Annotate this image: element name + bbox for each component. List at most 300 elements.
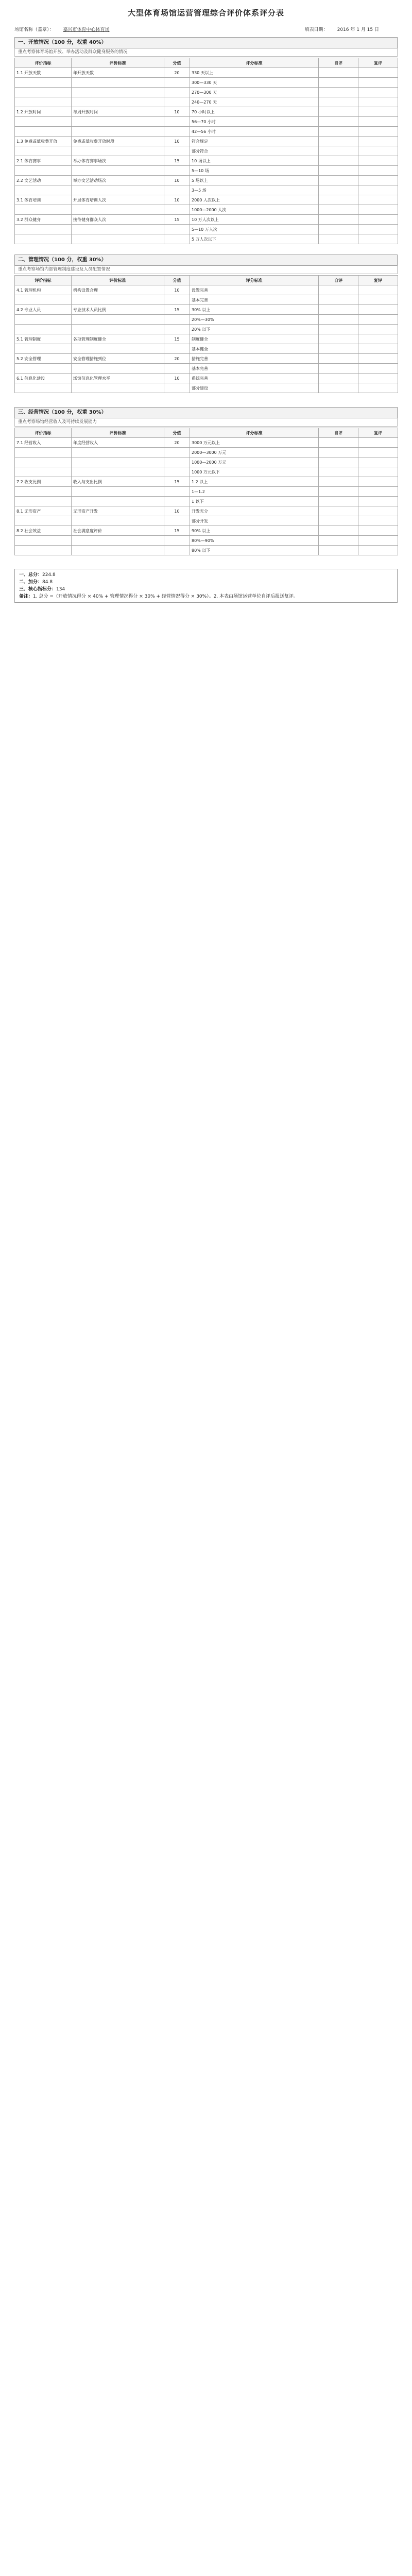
- table-cell: [72, 97, 164, 107]
- table-cell: [164, 325, 190, 334]
- table-cell: [164, 78, 190, 88]
- table-cell: [164, 315, 190, 325]
- document-title: 大型体育场馆运营管理综合评价体系评分表: [127, 8, 284, 18]
- table-cell: [72, 78, 164, 88]
- table-cell: 20: [164, 68, 190, 78]
- column-header: 分值: [164, 428, 190, 438]
- column-header: 评分标准: [190, 428, 319, 438]
- table-row: [15, 506, 398, 516]
- table-row: [15, 185, 398, 195]
- document-meta: [14, 26, 398, 32]
- table-cell: 2.2 文艺活动: [15, 176, 72, 185]
- table-cell: [164, 344, 190, 354]
- table-cell: [15, 487, 72, 497]
- table-cell: [72, 117, 164, 127]
- score-input-cell[interactable]: [319, 215, 358, 225]
- table-cell: [72, 205, 164, 215]
- score-input-cell[interactable]: [358, 117, 398, 127]
- table-cell: 10 万人次以上: [190, 215, 319, 225]
- score-table: [14, 428, 398, 555]
- score-input-cell[interactable]: [319, 127, 358, 137]
- score-input-cell[interactable]: [319, 146, 358, 156]
- table-row: [15, 205, 398, 215]
- table-row: [15, 88, 398, 97]
- table-cell: 机构设置合理: [72, 285, 164, 295]
- score-input-cell[interactable]: [358, 536, 398, 546]
- score-input-cell[interactable]: [319, 383, 358, 393]
- score-input-cell[interactable]: [319, 364, 358, 374]
- total-score-value: 224.8: [42, 572, 56, 578]
- table-cell: 20: [164, 354, 190, 364]
- table-row: [15, 546, 398, 555]
- table-cell: [15, 146, 72, 156]
- score-input-cell[interactable]: [358, 68, 398, 78]
- score-input-cell[interactable]: [358, 344, 398, 354]
- column-header: 评分标准: [190, 58, 319, 68]
- table-cell: 10: [164, 137, 190, 146]
- score-input-cell[interactable]: [358, 97, 398, 107]
- column-header: 复评: [358, 276, 398, 285]
- table-cell: 年开放天数: [72, 68, 164, 78]
- table-row: [15, 344, 398, 354]
- table-row: [15, 97, 398, 107]
- table-row: [15, 354, 398, 364]
- table-cell: [72, 127, 164, 137]
- table-cell: 7.2 收支比例: [15, 477, 72, 487]
- table-header-row: [15, 276, 398, 285]
- total-score-label: 一、总分：: [19, 572, 43, 578]
- remark-label: 备注：: [19, 594, 33, 599]
- score-input-cell[interactable]: [358, 374, 398, 383]
- table-row: [15, 117, 398, 127]
- table-cell: 15: [164, 305, 190, 315]
- score-input-cell[interactable]: [319, 285, 358, 295]
- table-cell: [15, 295, 72, 305]
- venue-label: 场馆名称（盖章）：: [14, 27, 54, 32]
- column-header: 评价标准: [72, 58, 164, 68]
- score-table: [14, 58, 398, 244]
- table-cell: 4.1 管理机构: [15, 285, 72, 295]
- table-row: [15, 516, 398, 526]
- score-input-cell[interactable]: [319, 448, 358, 457]
- column-header: 评价指标: [15, 276, 72, 285]
- column-header: 评价指标: [15, 58, 72, 68]
- table-cell: [72, 225, 164, 234]
- table-cell: 5 场以上: [190, 176, 319, 185]
- score-input-cell[interactable]: [358, 467, 398, 477]
- table-cell: [72, 467, 164, 477]
- table-cell: 制度健全: [190, 334, 319, 344]
- table-row: [15, 225, 398, 234]
- table-cell: [15, 516, 72, 526]
- table-cell: 15: [164, 526, 190, 536]
- score-input-cell[interactable]: [358, 487, 398, 497]
- score-input-cell[interactable]: [319, 225, 358, 234]
- score-input-cell[interactable]: [358, 457, 398, 467]
- score-input-cell[interactable]: [358, 315, 398, 325]
- table-cell: 2000 人次以上: [190, 195, 319, 205]
- table-cell: [164, 117, 190, 127]
- column-header: 自评: [319, 428, 358, 438]
- score-input-cell[interactable]: [319, 234, 358, 244]
- table-cell: [72, 185, 164, 195]
- table-row: [15, 78, 398, 88]
- table-cell: 社会满意度评价: [72, 526, 164, 536]
- table-cell: [72, 344, 164, 354]
- table-cell: 1.3 免费或低收费开放: [15, 137, 72, 146]
- score-input-cell[interactable]: [319, 156, 358, 166]
- table-cell: 1 以下: [190, 497, 319, 506]
- score-input-cell[interactable]: [358, 285, 398, 295]
- score-input-cell[interactable]: [319, 477, 358, 487]
- score-input-cell[interactable]: [319, 526, 358, 536]
- table-cell: 5 万人次以下: [190, 234, 319, 244]
- score-input-cell[interactable]: [319, 354, 358, 364]
- table-cell: [164, 497, 190, 506]
- score-input-cell[interactable]: [319, 457, 358, 467]
- table-row: [15, 467, 398, 477]
- column-header: 评价指标: [15, 428, 72, 438]
- table-cell: 1.1 开放天数: [15, 68, 72, 78]
- table-cell: [15, 448, 72, 457]
- score-input-cell[interactable]: [358, 176, 398, 185]
- table-cell: [164, 234, 190, 244]
- score-input-cell[interactable]: [319, 506, 358, 516]
- table-header-row: [15, 428, 398, 438]
- section-note: 重点考察场馆经营收入及可持续发展能力: [14, 418, 398, 427]
- table-row: [15, 448, 398, 457]
- table-cell: 收入与支出比例: [72, 477, 164, 487]
- score-input-cell[interactable]: [358, 225, 398, 234]
- table-cell: 部分开发: [190, 516, 319, 526]
- table-cell: 举办体育赛事场次: [72, 156, 164, 166]
- table-row: [15, 234, 398, 244]
- table-cell: [164, 467, 190, 477]
- bonus-score-value: 84.8: [42, 580, 53, 585]
- table-cell: 330 天以上: [190, 68, 319, 78]
- table-cell: [15, 88, 72, 97]
- score-input-cell[interactable]: [319, 497, 358, 506]
- score-input-cell[interactable]: [319, 88, 358, 97]
- score-input-cell[interactable]: [319, 374, 358, 383]
- score-input-cell[interactable]: [319, 185, 358, 195]
- table-cell: 240—270 天: [190, 97, 319, 107]
- table-cell: [72, 146, 164, 156]
- table-cell: 8.1 无形资产: [15, 506, 72, 516]
- score-input-cell[interactable]: [319, 295, 358, 305]
- table-row: [15, 526, 398, 536]
- score-input-cell[interactable]: [358, 295, 398, 305]
- column-header: 分值: [164, 58, 190, 68]
- table-cell: 4.2 专业人员: [15, 305, 72, 315]
- score-input-cell[interactable]: [319, 315, 358, 325]
- score-input-cell[interactable]: [358, 438, 398, 448]
- table-row: [15, 325, 398, 334]
- date-value: 2016 年 1 月 15 日: [337, 27, 379, 32]
- column-header: 自评: [319, 58, 358, 68]
- score-input-cell[interactable]: [319, 546, 358, 555]
- table-cell: 各项管理制度健全: [72, 334, 164, 344]
- score-input-cell[interactable]: [319, 97, 358, 107]
- table-cell: [164, 546, 190, 555]
- score-input-cell[interactable]: [319, 536, 358, 546]
- table-cell: [15, 78, 72, 88]
- score-input-cell[interactable]: [319, 305, 358, 315]
- score-input-cell[interactable]: [319, 205, 358, 215]
- table-row: [15, 156, 398, 166]
- table-cell: 30% 以上: [190, 305, 319, 315]
- table-row: [15, 127, 398, 137]
- table-row: [15, 364, 398, 374]
- score-input-cell[interactable]: [319, 344, 358, 354]
- table-cell: [15, 117, 72, 127]
- score-summary: [14, 569, 398, 603]
- score-input-cell[interactable]: [358, 448, 398, 457]
- table-row: [15, 334, 398, 344]
- table-cell: 部分建设: [190, 383, 319, 393]
- score-input-cell[interactable]: [358, 383, 398, 393]
- table-cell: 5.1 管理制度: [15, 334, 72, 344]
- score-input-cell[interactable]: [358, 156, 398, 166]
- score-input-cell[interactable]: [358, 516, 398, 526]
- table-row: [15, 166, 398, 176]
- score-input-cell[interactable]: [358, 477, 398, 487]
- date-label: 填表日期：: [304, 27, 328, 32]
- table-row: [15, 107, 398, 117]
- table-cell: 8.2 社会效益: [15, 526, 72, 536]
- score-input-cell[interactable]: [358, 195, 398, 205]
- table-cell: 10: [164, 195, 190, 205]
- table-cell: [72, 364, 164, 374]
- score-input-cell[interactable]: [358, 305, 398, 315]
- score-input-cell[interactable]: [358, 166, 398, 176]
- score-input-cell[interactable]: [358, 127, 398, 137]
- section-note: 重点考察体育场馆开放、举办活动及群众健身服务的情况: [14, 48, 398, 57]
- table-cell: 70 小时以上: [190, 107, 319, 117]
- table-cell: [15, 457, 72, 467]
- table-row: [15, 285, 398, 295]
- table-cell: 15: [164, 156, 190, 166]
- score-input-cell[interactable]: [319, 166, 358, 176]
- table-cell: 开发充分: [190, 506, 319, 516]
- table-cell: 3000 万元以上: [190, 438, 319, 448]
- table-cell: 1000 万元以下: [190, 467, 319, 477]
- table-row: [15, 195, 398, 205]
- table-cell: [164, 536, 190, 546]
- score-input-cell[interactable]: [319, 117, 358, 127]
- table-cell: [72, 448, 164, 457]
- column-header: 分值: [164, 276, 190, 285]
- score-input-cell[interactable]: [358, 107, 398, 117]
- table-row: [15, 457, 398, 467]
- table-row: [15, 68, 398, 78]
- table-cell: 1000—2000 万元: [190, 457, 319, 467]
- table-cell: 5—10 场: [190, 166, 319, 176]
- score-input-cell[interactable]: [358, 78, 398, 88]
- table-cell: 20%—30%: [190, 315, 319, 325]
- table-cell: 90% 以上: [190, 526, 319, 536]
- table-cell: [72, 295, 164, 305]
- score-input-cell[interactable]: [319, 68, 358, 78]
- column-header: 复评: [358, 58, 398, 68]
- score-input-cell[interactable]: [319, 176, 358, 185]
- score-input-cell[interactable]: [319, 195, 358, 205]
- table-cell: 15: [164, 334, 190, 344]
- table-cell: [164, 127, 190, 137]
- table-cell: [15, 97, 72, 107]
- table-cell: [164, 225, 190, 234]
- table-cell: 1.2 以上: [190, 477, 319, 487]
- table-cell: 15: [164, 477, 190, 487]
- table-cell: 300—330 天: [190, 78, 319, 88]
- bonus-score-label: 二、加分：: [19, 580, 43, 585]
- score-input-cell[interactable]: [358, 88, 398, 97]
- table-cell: [164, 448, 190, 457]
- column-header: 复评: [358, 428, 398, 438]
- table-cell: [72, 487, 164, 497]
- venue-value: 嘉兴市体育中心体育场: [63, 27, 110, 32]
- table-cell: [15, 325, 72, 334]
- table-cell: [72, 536, 164, 546]
- score-input-cell[interactable]: [358, 497, 398, 506]
- score-input-cell[interactable]: [319, 438, 358, 448]
- table-cell: [164, 516, 190, 526]
- table-row: [15, 137, 398, 146]
- table-row: [15, 487, 398, 497]
- table-cell: 10: [164, 374, 190, 383]
- score-input-cell[interactable]: [358, 546, 398, 555]
- table-cell: [15, 127, 72, 137]
- score-input-cell[interactable]: [358, 325, 398, 334]
- table-cell: [15, 315, 72, 325]
- score-input-cell[interactable]: [358, 137, 398, 146]
- table-cell: 系统完善: [190, 374, 319, 383]
- table-cell: 基本完善: [190, 364, 319, 374]
- core-score-label: 三、核心指标分：: [19, 587, 57, 592]
- table-cell: 2000—3000 万元: [190, 448, 319, 457]
- score-input-cell[interactable]: [358, 354, 398, 364]
- table-cell: 80% 以下: [190, 546, 319, 555]
- table-cell: 5—10 万人次: [190, 225, 319, 234]
- table-cell: 15: [164, 215, 190, 225]
- column-header: 评价标准: [72, 428, 164, 438]
- table-header-row: [15, 58, 398, 68]
- table-cell: 接待健身群众人次: [72, 215, 164, 225]
- column-header: 自评: [319, 276, 358, 285]
- table-cell: 无形资产开发: [72, 506, 164, 516]
- table-row: [15, 146, 398, 156]
- table-cell: 10: [164, 176, 190, 185]
- score-input-cell[interactable]: [319, 516, 358, 526]
- table-cell: [15, 364, 72, 374]
- table-row: [15, 176, 398, 185]
- table-cell: 部分符合: [190, 146, 319, 156]
- table-cell: 每周开放时间: [72, 107, 164, 117]
- column-header: 评分标准: [190, 276, 319, 285]
- table-cell: 场馆信息化管理水平: [72, 374, 164, 383]
- table-cell: 开展体育培训人次: [72, 195, 164, 205]
- table-row: [15, 438, 398, 448]
- score-input-cell[interactable]: [319, 467, 358, 477]
- table-cell: 56—70 小时: [190, 117, 319, 127]
- table-cell: [164, 146, 190, 156]
- table-cell: 3.2 群众健身: [15, 215, 72, 225]
- table-cell: 免费或低收费开放时段: [72, 137, 164, 146]
- table-cell: [72, 325, 164, 334]
- table-cell: 10: [164, 506, 190, 516]
- score-input-cell[interactable]: [358, 146, 398, 156]
- table-cell: [15, 205, 72, 215]
- table-cell: 3.1 体育培训: [15, 195, 72, 205]
- table-cell: 1—1.2: [190, 487, 319, 497]
- table-row: [15, 536, 398, 546]
- table-cell: 42—56 小时: [190, 127, 319, 137]
- table-cell: 80%—90%: [190, 536, 319, 546]
- table-cell: [15, 344, 72, 354]
- score-input-cell[interactable]: [358, 215, 398, 225]
- score-input-cell[interactable]: [358, 364, 398, 374]
- table-cell: [15, 546, 72, 555]
- table-cell: 20: [164, 438, 190, 448]
- table-cell: [164, 166, 190, 176]
- table-cell: [15, 225, 72, 234]
- table-cell: 符合规定: [190, 137, 319, 146]
- table-cell: [164, 364, 190, 374]
- score-input-cell[interactable]: [358, 205, 398, 215]
- column-header: 评价标准: [72, 276, 164, 285]
- table-cell: 1.2 开放时间: [15, 107, 72, 117]
- table-cell: [164, 205, 190, 215]
- table-row: [15, 383, 398, 393]
- table-cell: 措施完善: [190, 354, 319, 364]
- score-input-cell[interactable]: [319, 487, 358, 497]
- score-input-cell[interactable]: [358, 506, 398, 516]
- score-input-cell[interactable]: [319, 78, 358, 88]
- score-table: [14, 275, 398, 393]
- score-input-cell[interactable]: [358, 334, 398, 344]
- table-cell: 270—300 天: [190, 88, 319, 97]
- score-input-cell[interactable]: [319, 325, 358, 334]
- table-cell: [72, 383, 164, 393]
- table-cell: [164, 457, 190, 467]
- section-note: 重点考察场馆内部管理制度建设及人员配置情况: [14, 266, 398, 274]
- table-cell: 7.1 经营收入: [15, 438, 72, 448]
- score-input-cell[interactable]: [358, 526, 398, 536]
- table-cell: [15, 185, 72, 195]
- table-cell: 安全管理措施到位: [72, 354, 164, 364]
- table-cell: 10 场以上: [190, 156, 319, 166]
- score-input-cell[interactable]: [319, 137, 358, 146]
- table-cell: 3—5 场: [190, 185, 319, 195]
- table-cell: 基本完善: [190, 295, 319, 305]
- table-row: [15, 497, 398, 506]
- score-input-cell[interactable]: [358, 185, 398, 195]
- section-title: 一、开放情况（100 分，权重 40%）: [14, 37, 398, 48]
- table-cell: [72, 546, 164, 555]
- table-cell: 基本健全: [190, 344, 319, 354]
- score-input-cell[interactable]: [319, 334, 358, 344]
- table-cell: [72, 516, 164, 526]
- table-cell: [164, 88, 190, 97]
- table-cell: [15, 234, 72, 244]
- table-cell: [72, 457, 164, 467]
- table-cell: [15, 467, 72, 477]
- table-row: [15, 477, 398, 487]
- score-input-cell[interactable]: [358, 234, 398, 244]
- table-cell: [72, 166, 164, 176]
- score-input-cell[interactable]: [319, 107, 358, 117]
- table-cell: 年度经营收入: [72, 438, 164, 448]
